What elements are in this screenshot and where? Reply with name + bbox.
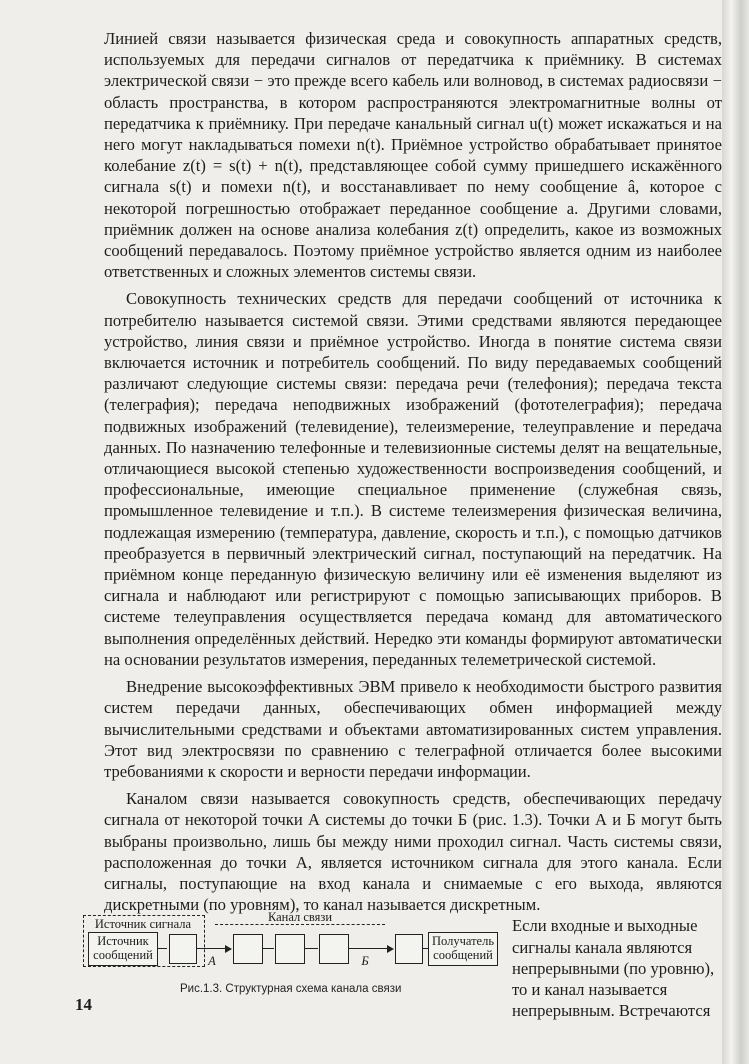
channel-span bbox=[215, 924, 385, 925]
page-number: 14 bbox=[75, 995, 92, 1014]
paragraph-channel-definition: Каналом связи называется совокупность средств, обеспечивающих передачу сигнала от некоторой точки А системы до точки Б (рис. 1.3). Точки А и Б могут быть выбраны произвольно, лишь бы между ними проходил сигнал. Часть системы связи, расположенная до точки А, является источником сигнала для этого канала. Если сигналы, поступающие на вход канала и снимаемые с его выхода, являются дискретными (по уровням), то канал называется дискретным. bbox=[104, 789, 722, 915]
channel-block-1 bbox=[233, 934, 263, 964]
point-a-label: А bbox=[208, 954, 216, 968]
paragraph-data-transmission: Внедрение высокоэффективных ЭВМ привело к необходимости быстрого развития систем передачи данных, обеспечивающих обмен информацией между вычислительными средствами и объектами автоматизированных систем управления. Этот вид электросвязи по сравнению с телеграфной отличается более высокими требованиями к скорости и верности передачи информации. bbox=[104, 677, 722, 781]
paragraph-system-definition: Совокупность технических средств для передачи сообщений от источника к потребителю называется системой связи. Этими средствами являются передающее устройство, линия связи и приёмное устройство. Иногда в понятие система связи включается источник и потребитель сообщений. По виду передаваемых сообщений различают следующие системы связи: передача речи (телефония); передача текста (телеграфия); передача неподвижных изображений (фототелеграфия); передача подвижных изображений (телевидение), телеизмерение, телеуправление и передача данных. По назначению телефонные и телевизионные системы делят на вещательные, отличающиеся высокой степенью художественности воспроизведения сообщений, и профессиональные, имеющие специальное применение (служебная связь, промышленное телевидение и т.п.). В системе телеизмерения физическая величина, подлежащая измерению (температура, давление, скорость и т.п.), с помощью датчиков преобразуется в первичный электрический сигнал, поступающий на передатчик. На приёмном конце переданную физическую величину или её изменения выделяют из сигнала и наблюдают или регистрируют с помощью записывающих приборов. В системе телеуправления осуществляется передача команд для автоматического выполнения определённых действий. Нередко эти команды формируют автоматически на основании результатов измерения, переданных телеметрической системой. bbox=[104, 289, 722, 669]
transmitter-block bbox=[169, 934, 197, 964]
figure-caption: Рис.1.3. Структурная схема канала связи bbox=[180, 983, 402, 995]
page-edge bbox=[722, 0, 749, 1064]
source-group-label: Источник сигнала bbox=[94, 917, 192, 931]
paragraph-line-definition: Линией связи называется физическая среда и совокупность аппаратных средств, используемых для передачи сигналов от передатчика к приёмнику. В системах электрической связи − это прежде всего кабель или волновод, в системах радиосвязи − область пространства, в котором распространяются электромагнитные волны от передатчика к приёмнику. При передаче канальный сигнал u(t) может искажаться и на него могут накладываться помехи n(t). Приёмное устройство обрабатывает принятое колебание z(t) = s(t) + n(t), представляющее собой сумму пришедшего искажённого сигнала s(t) и помехи n(t), и восстанавливает по нему сообщение â, которое с некоторой погрешностью отображает переданное сообщение a. Другими словами, приёмник должен на основе анализа колебания z(t) определить, какое из возможных сообщений передавалось. Поэтому приёмное устройство является одним из наиболее ответственных и сложных элементов системы связи. bbox=[104, 29, 722, 282]
channel-label: Канал связи bbox=[267, 910, 333, 924]
channel-block-3 bbox=[319, 934, 349, 964]
body-text bbox=[104, 28, 722, 1021]
receiver-block bbox=[395, 934, 423, 964]
paragraph-continuation: Если входные и выходные сигналы канала являются непрерывными (по уровню), то и канал называется непрерывным. Встречаются bbox=[512, 916, 715, 1021]
source-box-label: Источник сообщений bbox=[93, 934, 153, 962]
channel-diagram bbox=[75, 910, 505, 970]
receiver-box-label: Получатель сообщений bbox=[431, 934, 495, 962]
point-b-label: Б bbox=[361, 954, 369, 968]
channel-block-2 bbox=[275, 934, 305, 964]
